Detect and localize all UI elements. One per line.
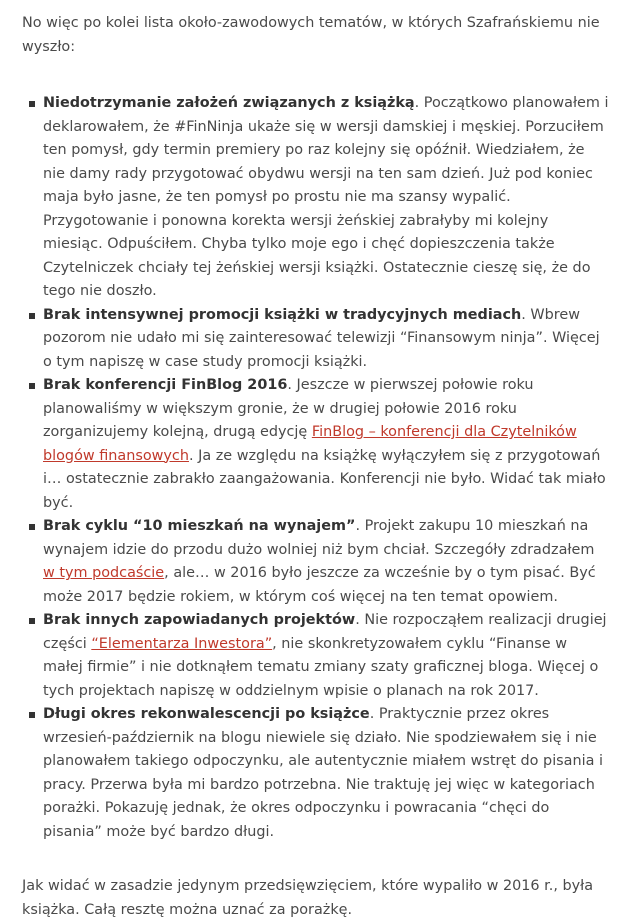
- list-item: [43, 304, 610, 375]
- square-bullet-icon: [29, 524, 35, 530]
- list-item-title: Niedotrzymanie założeń związanych z książką: [43, 95, 415, 111]
- list-item-text: . Jeszcze w pierwszej połowie roku planowaliśmy w większym gronie, że w drugiej połowie 2016 roku zorganizujemy kolejną, drugą edycję: [43, 377, 534, 440]
- list-item-text: . Projekt zakupu 10 mieszkań na wynajem idzie do przodu dużo wolniej niż bym chciał. Szczegóły zdradzałem: [43, 518, 595, 558]
- list-item: [43, 515, 610, 609]
- square-bullet-icon: [29, 313, 35, 319]
- list-item: [43, 703, 610, 844]
- list-item-text: . Nie rozpocząłem realizacji drugiej części: [43, 612, 607, 652]
- square-bullet-icon: [29, 712, 35, 718]
- list-item-text: , nie skonkretyzowałem cyklu “Finanse w małej firmie” i nie dotknąłem tematu zmiany szaty graficznej bloga. Więcej o tych projektach napiszę w oddzielnym wpisie o planach na rok 2017.: [43, 635, 599, 699]
- list-item-title: Brak innych zapowiadanych projektów: [43, 612, 356, 628]
- list-item: [43, 609, 610, 703]
- list-item-title: Brak cyklu “10 mieszkań na wynajem”: [43, 518, 356, 534]
- outro-paragraph: Jak widać w zasadzie jedynym przedsięwzięciem, które wypaliło w 2016 r., była książka. Całą resztę można uznać za porażkę.: [22, 878, 594, 918]
- podcast-link[interactable]: w tym podcaście: [43, 565, 165, 581]
- list-item-title: Długi okres rekonwalescencji po książce: [43, 706, 370, 722]
- intro-paragraph: No więc po kolei lista około-zawodowych tematów, w których Szafrańskiemu nie wyszło:: [22, 15, 600, 55]
- list-item-text: . Początkowo planowałem i deklarowałem, że #FinNinja ukaże się w wersji damskiej i męskiej. Porzuciłem ten pomysł, gdy termin premiery po raz kolejny się opóźnił. Wiedziałem, że nie damy rady przygotować obydwu wersji na ten sam dzień. Już pod koniec maja było jasne, że ten pomysł po prostu nie ma szansy wypalić. Przygotowanie i ponowna korekta wersji żeńskiej zabrałyby mi kolejny miesiąc. Odpuściłem. Chyba tylko moje ego i chęć dopieszczenia także Czytelniczek chciały tej żeńskiej wersji książki. Ostatecznie cieszę się, że do tego nie doszło.: [43, 95, 609, 299]
- list-item-title: Brak intensywnej promocji książki w tradycyjnych mediach: [43, 306, 522, 323]
- list-item-text: . Praktycznie przez okres wrzesień-październik na blogu niewiele się działo. Nie spodziewałem się i nie planowałem takiego odpoczynku, ale autentycznie miałem wstręt do pisania i pracy. Przerwa była mi bardzo potrzebna. Nie traktuję jej więc w kategoriach porażki. Pokazuję jednak, że okres odpoczynku i powracania “chęci do pisania” może być bardzo długi.: [43, 706, 604, 840]
- list-item: [43, 374, 610, 515]
- elementarz-inwestora-link[interactable]: “Elementarza Inwestora”: [91, 635, 273, 652]
- list-item-title: Brak konferencji FinBlog 2016: [43, 377, 288, 393]
- square-bullet-icon: [29, 618, 35, 624]
- square-bullet-icon: [29, 101, 35, 107]
- failures-list: [22, 92, 610, 844]
- finblog-conference-link[interactable]: FinBlog – konferencji dla Czytelników blogów finansowych: [43, 424, 577, 464]
- list-item-text: . Ja ze względu na książkę wyłączyłem się z przygotowań i… ostatecznie zabrakło zaangażowania. Konferencji nie było. Widać tak miało być.: [43, 447, 606, 511]
- list-item-text: , ale… w 2016 było jeszcze za wcześnie by o tym pisać. Być może 2017 będzie rokiem, w którym coś więcej na ten temat opowiem.: [43, 565, 596, 605]
- list-item: [43, 92, 610, 304]
- square-bullet-icon: [29, 383, 35, 389]
- list-item-text: . Wbrew pozorom nie udało mi się zainteresować telewizji “Finansowym ninja”. Więcej o tym napiszę w case study promocji książki.: [43, 306, 600, 370]
